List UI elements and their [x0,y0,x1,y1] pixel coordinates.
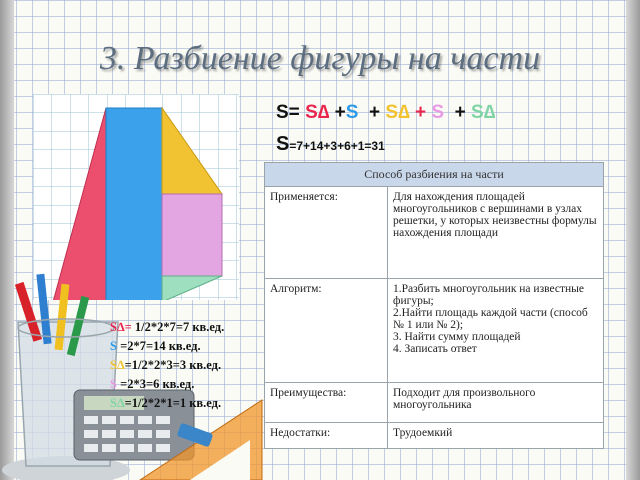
formula-plus: + [415,102,427,123]
row-label-advantages: Преимущества: [265,383,388,423]
table-header: Способ разбиения на части [265,163,604,187]
area-calculations [110,318,224,413]
table-row [265,279,604,383]
algorithm-step: 4. Записать ответ [393,343,477,355]
formula-plus: + [454,102,466,123]
table-row [265,383,604,423]
calc-symbol: S [110,339,117,353]
calc-value: =1/2*2*1=1 кв.ед. [124,396,222,410]
slide-title: 3. Разбиение фигуры на части [99,40,541,77]
calc-line [110,356,224,375]
row-text-applies: Для нахождения площадей многоугольников с вершинами в узлах решетки, у которых неизвестны формулы нахождения площади [388,187,604,279]
method-table [264,162,604,449]
formula-red-triangle: S∆ [305,102,330,123]
calc-line [110,375,224,394]
calc-symbol: S [110,377,117,391]
algorithm-step: 2.Найти площадь каждой части (способ № 1 или № 2); [393,307,588,331]
calc-symbol: S∆ [110,358,125,372]
row-label-disadvantages: Недостатки: [265,423,388,449]
table-row [265,187,604,279]
row-label-applies: Применяется: [265,187,388,279]
calc-symbol: S∆ [110,396,125,410]
table-row [265,423,604,449]
row-text-advantages: Подходит для произвольного многоугольника [388,383,604,423]
formula-pink-rect: S [431,102,445,123]
calc-value: =1/2*2*3=3 кв.ед. [124,358,222,372]
algorithm-step: 3. Найти сумму площадей [393,331,521,343]
row-text-algorithm [388,279,604,383]
sum-expression: =7+14+3+6+1=31 [289,139,385,153]
calc-line [110,337,224,356]
formula-plus: + [334,102,346,123]
formula-blue-rect: S [345,102,359,123]
sum-s: S [276,133,290,155]
calc-symbol: S∆= [110,320,132,334]
formula-plus: + [369,102,381,123]
algorithm-step: 1.Разбить многоугольник на известные фигуры; [393,283,584,307]
formula-s: S= [276,102,300,123]
row-label-algorithm: Алгоритм: [265,279,388,383]
calculator-keys [84,416,170,452]
formula-green-triangle: S∆ [471,102,496,123]
formula-yellow-triangle: S∆ [385,102,410,123]
calc-line [110,394,224,413]
calc-value: =2*7=14 кв.ед. [116,339,201,353]
calc-value: 1/2*2*7=7 кв.ед. [131,320,225,334]
calc-value: =2*3=6 кв.ед. [116,377,195,391]
calc-line [110,318,224,337]
row-text-disadvantages: Трудоемкий [388,423,604,449]
